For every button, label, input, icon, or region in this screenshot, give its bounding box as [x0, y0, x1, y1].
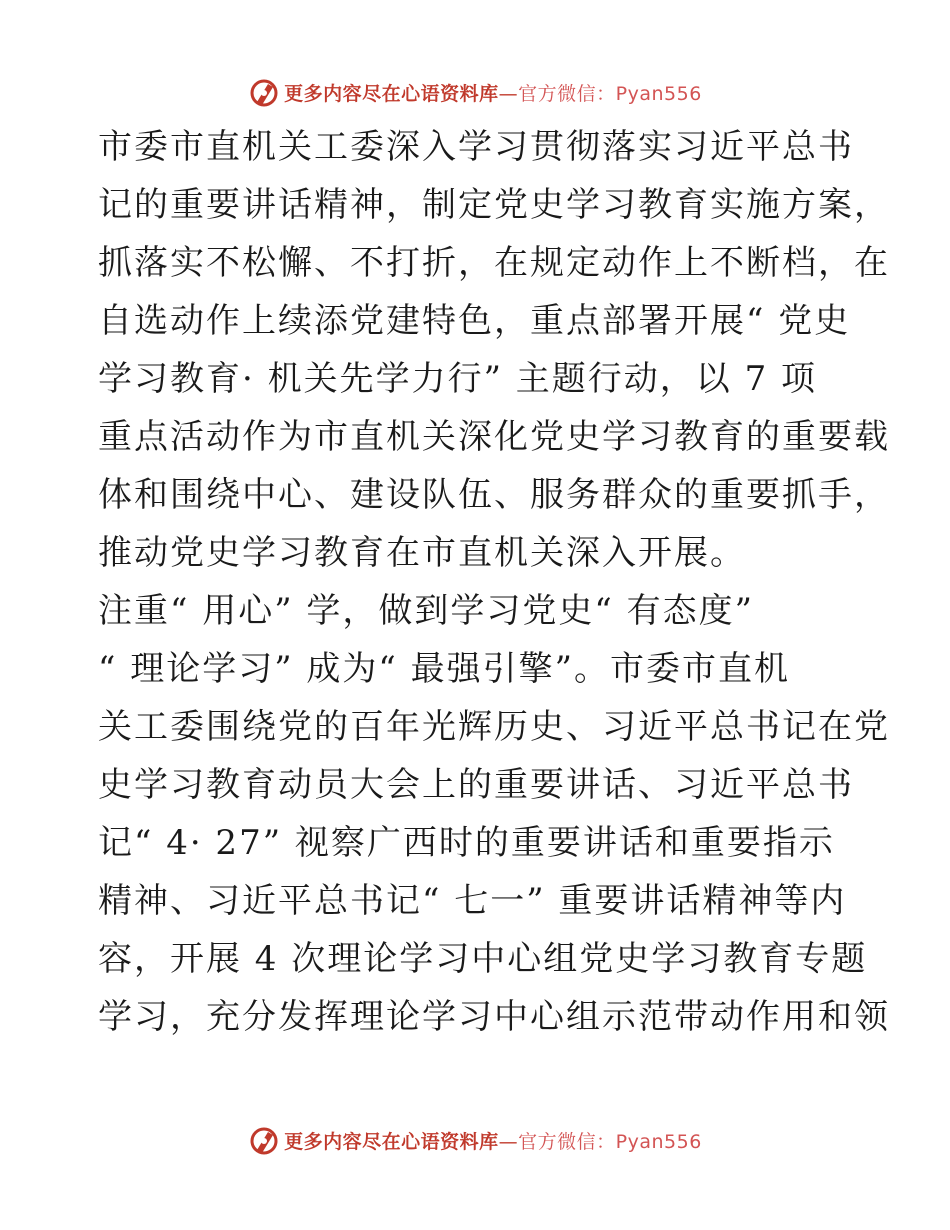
paragraph-1	[98, 118, 890, 582]
text-line: 抓落实不松懈、不打折，在规定动作上不断档，在	[98, 243, 890, 283]
text-line: 市委市直机关工委深入学习贯彻落实习近平总书	[98, 127, 854, 167]
banner-text	[284, 1127, 702, 1154]
text-line: 推动党史学习教育在市直机关深入开展。	[98, 533, 746, 573]
pen-circle-logo-icon	[248, 76, 280, 108]
text-line: 重点活动作为市直机关深化党史学习教育的重要载	[98, 417, 890, 457]
banner-main-text: 更多内容尽在心语资料库	[284, 1130, 499, 1153]
header-banner	[0, 72, 950, 112]
text-line: 史学习教育动员大会上的重要讲话、习近平总书	[98, 765, 854, 805]
section-heading: 注重“ 用心” 学，做到学习党史“ 有态度”	[98, 591, 754, 631]
text-line: 精神、习近平总书记“ 七一” 重要讲话精神等内	[98, 881, 847, 921]
banner-text	[284, 79, 702, 106]
document-body	[98, 118, 890, 1046]
paragraph-2	[98, 640, 890, 1046]
banner-main-text: 更多内容尽在心语资料库	[284, 82, 499, 105]
text-line: 学习，充分发挥理论学习中心组示范带动作用和领	[98, 997, 890, 1037]
banner-separator: —	[498, 1130, 519, 1153]
text-line: 记的重要讲话精神，制定党史学习教育实施方案，	[98, 185, 890, 225]
banner-wechat: 官方微信：Pyan556	[518, 82, 702, 105]
text-line: 记“ 4· 27” 视察广西时的重要讲话和重要指示	[98, 823, 835, 863]
pen-circle-logo-icon	[248, 1124, 280, 1156]
text-line: 容，开展 4 次理论学习中心组党史学习教育专题	[98, 939, 868, 979]
text-line: 体和围绕中心、建设队伍、服务群众的重要抓手，	[98, 475, 890, 515]
text-line: 关工委围绕党的百年光辉历史、习近平总书记在党	[98, 707, 890, 747]
banner-separator: —	[498, 82, 519, 105]
text-line: 学习教育· 机关先学力行” 主题行动，以 7 项	[98, 359, 818, 399]
footer-banner	[0, 1120, 950, 1160]
text-line: 自选动作上续添党建特色，重点部署开展“ 党史	[98, 301, 851, 341]
banner-wechat: 官方微信：Pyan556	[518, 1130, 702, 1153]
text-line: “ 理论学习” 成为“ 最强引擎”。市委市直机	[98, 649, 790, 689]
